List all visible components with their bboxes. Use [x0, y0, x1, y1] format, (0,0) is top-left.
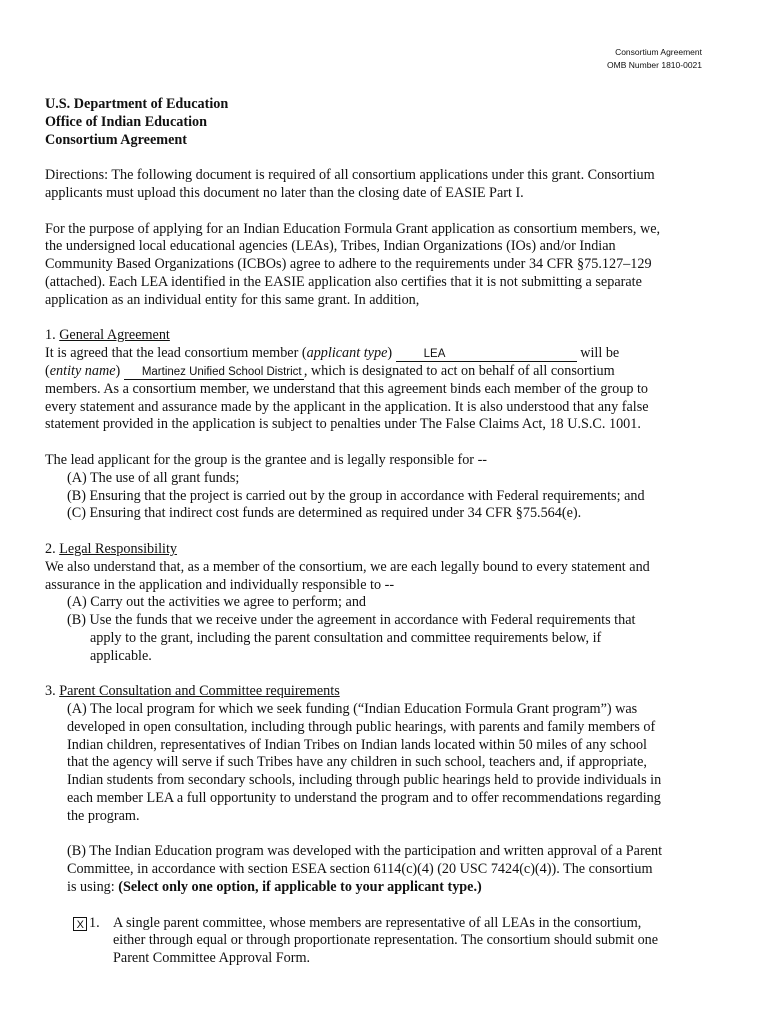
text-fragment: will be — [576, 345, 620, 362]
para-a-line: Indian children, representatives of Indian Tribes on Indian lands located within 50 miles of any school — [67, 736, 647, 753]
section-1-heading — [45, 327, 705, 345]
entity-name-field[interactable]: Martinez Unified School District — [124, 366, 304, 380]
text-fragment: ) — [115, 362, 124, 379]
purpose-line: (attached). Each LEA identified in the EASIE application also certifies that it is not submitting a separate — [45, 273, 642, 290]
section-2-item-b-line: apply to the grant, including the parent consultation and committee requirements below, if — [90, 629, 602, 646]
directions-paragraph — [45, 167, 705, 203]
directions-line-2: applicants must upload this document no later than the closing date of EASIE Part I. — [45, 184, 524, 201]
text-italic: entity name — [49, 362, 116, 379]
section-parent-consultation — [45, 683, 705, 968]
purpose-line: Community Based Organizations (ICBOs) agree to adhere to the requirements under 34 CFR §75.127–129 — [45, 256, 652, 273]
para-b-last-line — [45, 879, 705, 897]
text-fragment: ( — [45, 362, 50, 379]
para-a-line: each member LEA a full opportunity to understand the program and to offer recommendations regarding — [67, 790, 661, 807]
applicant-type-field[interactable]: LEA — [396, 348, 577, 362]
text-fragment: , which is designated to act on behalf of all consortium — [303, 362, 615, 379]
text-fragment: ) — [387, 345, 396, 362]
title-line-2: Office of Indian Education — [45, 113, 207, 130]
section-1-number: 1. — [45, 327, 60, 344]
title-line-1: U.S. Department of Education — [45, 96, 229, 112]
entity-name-line — [45, 363, 705, 381]
document-body — [45, 96, 705, 968]
section-1-title: General Agreement — [59, 327, 170, 344]
para-b-line: (B) The Indian Education program was developed with the participation and written approval of a Parent — [67, 843, 663, 860]
section-3-title: Parent Consultation and Committee requirements — [59, 683, 340, 700]
option-1-number: 1. — [89, 914, 100, 931]
select-instruction: (Select only one option, if applicable to your applicant type.) — [118, 879, 482, 896]
lead-applicant-paragraph — [45, 452, 705, 523]
lead-item: (B) Ensuring that the project is carried out by the group in accordance with Federal requirements; and — [67, 487, 645, 504]
para-a-line: the program. — [67, 807, 140, 824]
text-fragment: It is agreed that the lead consortium member ( — [45, 345, 307, 362]
text-italic: applicant type — [306, 345, 388, 362]
para-b-line: Committee, in accordance with section ESEA section 6114(c)(4) (20 USC 7424(c)(4)). The consortium — [67, 861, 653, 878]
purpose-line: For the purpose of applying for an Indian Education Formula Grant application as consortium members, we, — [45, 220, 661, 237]
section-2-line: We also understand that, as a member of the consortium, we are each legally bound to every statement and — [45, 558, 650, 575]
section-2-item-b-line: applicable. — [90, 647, 152, 664]
option-1-checkbox[interactable]: X — [73, 917, 87, 931]
directions-line-1: Directions: The following document is required of all consortium applications under this grant. Consortium — [45, 167, 655, 184]
text-fragment: is using: — [67, 879, 119, 896]
title-line-3: Consortium Agreement — [45, 131, 187, 148]
para-a-line: Indian students from secondary schools, including through public hearings held to provide individuals in — [67, 772, 662, 789]
form-title-label: Consortium Agreement — [615, 47, 702, 57]
section-2-title: Legal Responsibility — [59, 540, 178, 557]
section-1-line: members. As a consortium member, we understand that this agreement binds each member of the group to — [45, 380, 649, 397]
purpose-line: application as an individual entity for this same grant. In addition, — [45, 291, 420, 308]
section-1-line: statement provided in the application is subject to penalties under The False Claims Act, 18 U.S.C. 1001. — [45, 416, 641, 433]
section-legal-responsibility — [45, 541, 705, 666]
option-1-single-committee — [45, 915, 705, 968]
para-a-line: (A) The local program for which we seek funding (“Indian Education Formula Grant program”) was — [67, 701, 638, 718]
lead-item: (A) The use of all grant funds; — [67, 469, 240, 486]
section-2-heading — [45, 541, 705, 559]
section-general-agreement — [45, 327, 705, 434]
section-2-item-a: (A) Carry out the activities we agree to perform; and — [67, 594, 367, 611]
applicant-type-line — [45, 345, 705, 363]
section-2-item-b-line: (B) Use the funds that we receive under the agreement in accordance with Federal requirements that — [67, 612, 636, 629]
section-3-number: 3. — [45, 683, 60, 700]
option-1-line: A single parent committee, whose members are representative of all LEAs in the consortium, — [113, 914, 642, 931]
para-a-line: developed in open consultation, including through public hearings, with parents and family members of — [67, 718, 656, 735]
section-2-line: assurance in the application and individually responsible to -- — [45, 576, 395, 593]
para-a-line: that the agency will serve if such Tribes have any children in such school, teachers and, if appropriate, — [67, 754, 647, 771]
section-2-number: 2. — [45, 540, 60, 557]
section-1-line: every statement and assurance made by the applicant in the application. It is also understood that any false — [45, 398, 649, 415]
document-title — [45, 96, 705, 149]
omb-number-label: OMB Number 1810-0021 — [607, 60, 702, 70]
lead-item: (C) Ensuring that indirect cost funds are determined as required under 34 CFR §75.564(e). — [67, 505, 582, 522]
section-3-heading — [45, 683, 705, 701]
omb-header — [607, 46, 702, 72]
purpose-paragraph — [45, 221, 705, 310]
purpose-line: the undersigned local educational agencies (LEAs), Tribes, Indian Organizations (IOs) and/or Indian — [45, 238, 616, 255]
lead-intro: The lead applicant for the group is the grantee and is legally responsible for -- — [45, 451, 488, 468]
option-1-line: Parent Committee Approval Form. — [113, 950, 311, 967]
option-1-line: either through equal or through proportionate representation. The consortium should submit one — [113, 932, 659, 949]
